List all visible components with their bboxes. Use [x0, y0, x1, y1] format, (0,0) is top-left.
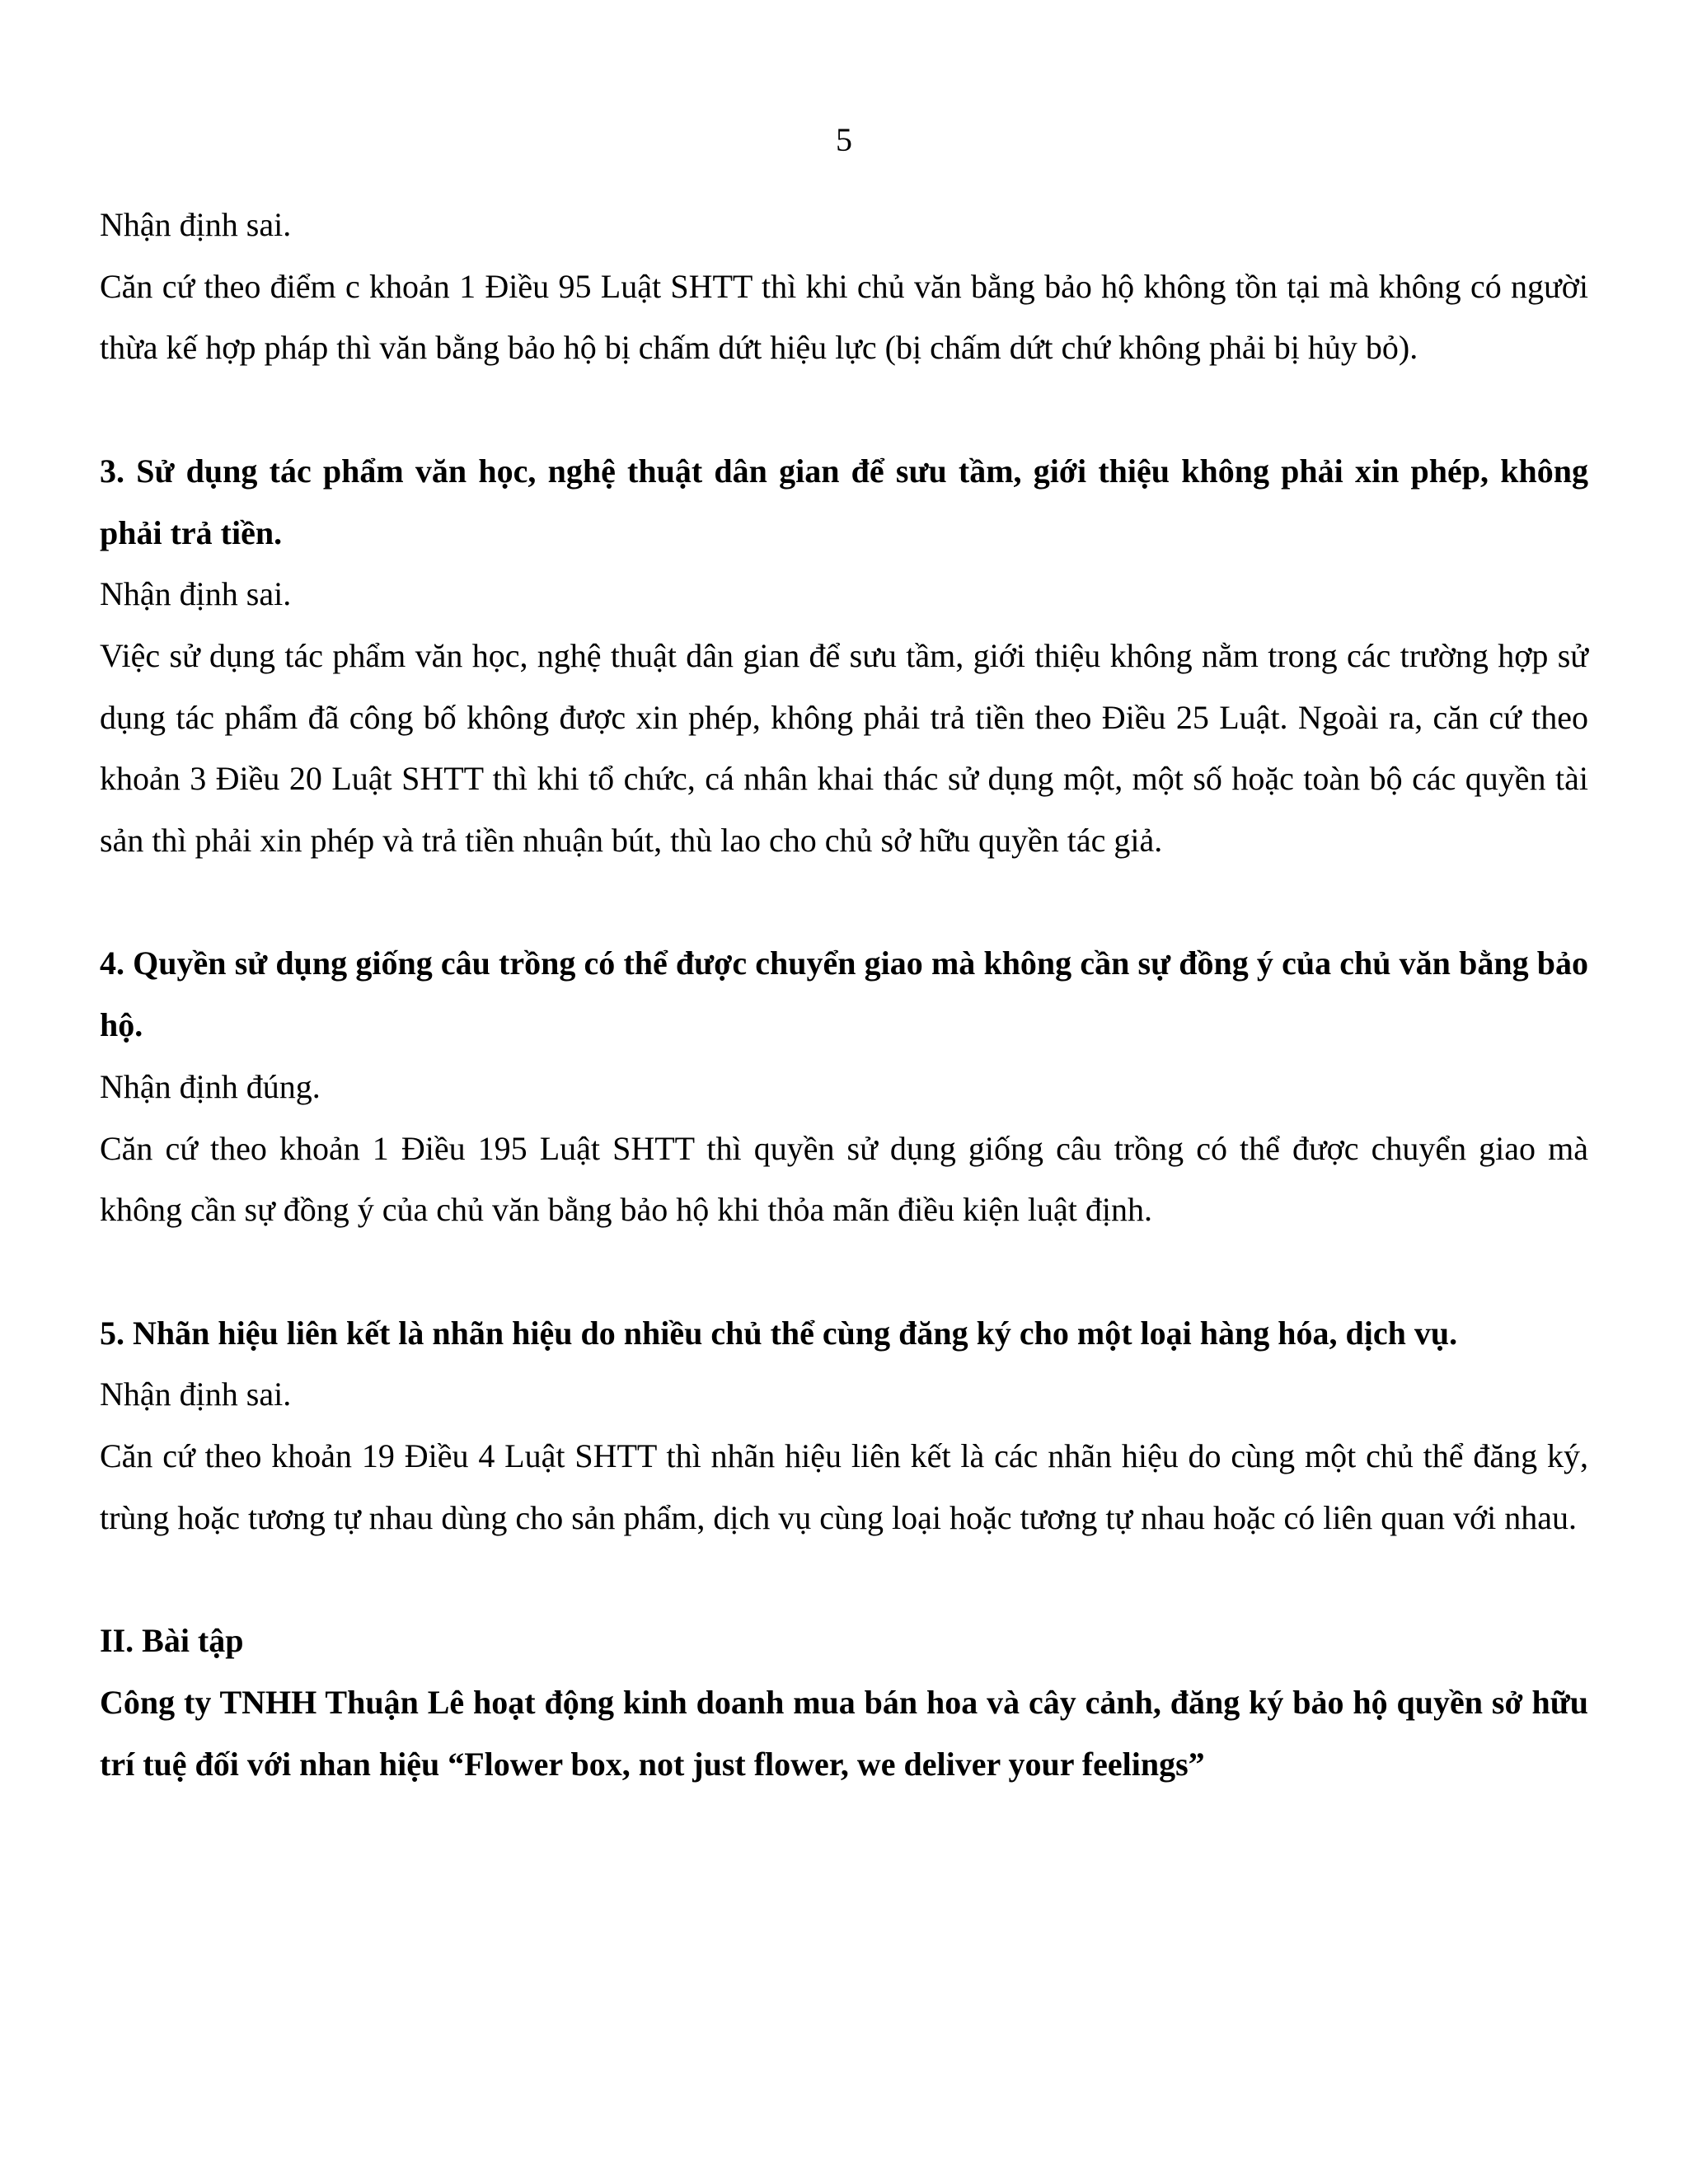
question-4: 4. Quyền sử dụng giống câu trồng có thể được chuyển giao mà không cần sự đồng ý của chủ văn bằng bảo hộ. [100, 944, 1588, 1044]
page-number: 5 [836, 121, 852, 158]
verdict-q3: Nhận định sai. [100, 575, 292, 613]
question-5: 5. Nhãn hiệu liên kết là nhãn hiệu do nhiều chủ thể cùng đăng ký cho một loại hàng hóa, dịch vụ. [100, 1314, 1458, 1352]
section-heading-exercises: II. Bài tập [100, 1622, 244, 1660]
page-content [100, 194, 1588, 1795]
verdict-q4: Nhận định đúng. [100, 1067, 321, 1105]
explanation-q2: Căn cứ theo điểm c khoản 1 Điều 95 Luật SHTT thì khi chủ văn bằng bảo hộ không tồn tại mà không có người thừa kế hợp pháp thì văn bằng bảo hộ bị chấm dứt hiệu lực (bị chấm dứt chứ không phải bị hủy bỏ). [100, 267, 1588, 367]
explanation-q5: Căn cứ theo khoản 19 Điều 4 Luật SHTT thì nhãn hiệu liên kết là các nhãn hiệu do cùng một chủ thể đăng ký, trùng hoặc tương tự nhau dùng cho sản phẩm, dịch vụ cùng loại hoặc tương tự nhau hoặc có liên quan với nhau. [100, 1437, 1588, 1536]
verdict-q2: Nhận định sai. [100, 206, 292, 243]
explanation-q3: Việc sử dụng tác phẩm văn học, nghệ thuật dân gian để sưu tầm, giới thiệu không nằm trong các trường hợp sử dụng tác phẩm đã công bố không được xin phép, không phải trả tiền theo Điều 25 Luật. Ngoài ra, căn cứ theo khoản 3 Điều 20 Luật SHTT thì khi tổ chức, cá nhân khai thác sử dụng một, một số hoặc toàn bộ các quyền tài sản thì phải xin phép và trả tiền nhuận bút, thù lao cho chủ sở hữu quyền tác giả. [100, 636, 1588, 860]
exercise-prompt: Công ty TNHH Thuận Lê hoạt động kinh doanh mua bán hoa và cây cảnh, đăng ký bảo hộ quyền sở hữu trí tuệ đối với nhan hiệu “Flower box, not just flower, we deliver your feelings” [100, 1683, 1588, 1783]
explanation-q4: Căn cứ theo khoản 1 Điều 195 Luật SHTT thì quyền sử dụng giống câu trồng có thể được chuyển giao mà không cần sự đồng ý của chủ văn bằng bảo hộ khi thỏa mãn điều kiện luật định. [100, 1129, 1588, 1229]
verdict-q5: Nhận định sai. [100, 1376, 292, 1413]
question-3: 3. Sử dụng tác phẩm văn học, nghệ thuật dân gian để sưu tầm, giới thiệu không phải xin phép, không phải trả tiền. [100, 452, 1588, 551]
